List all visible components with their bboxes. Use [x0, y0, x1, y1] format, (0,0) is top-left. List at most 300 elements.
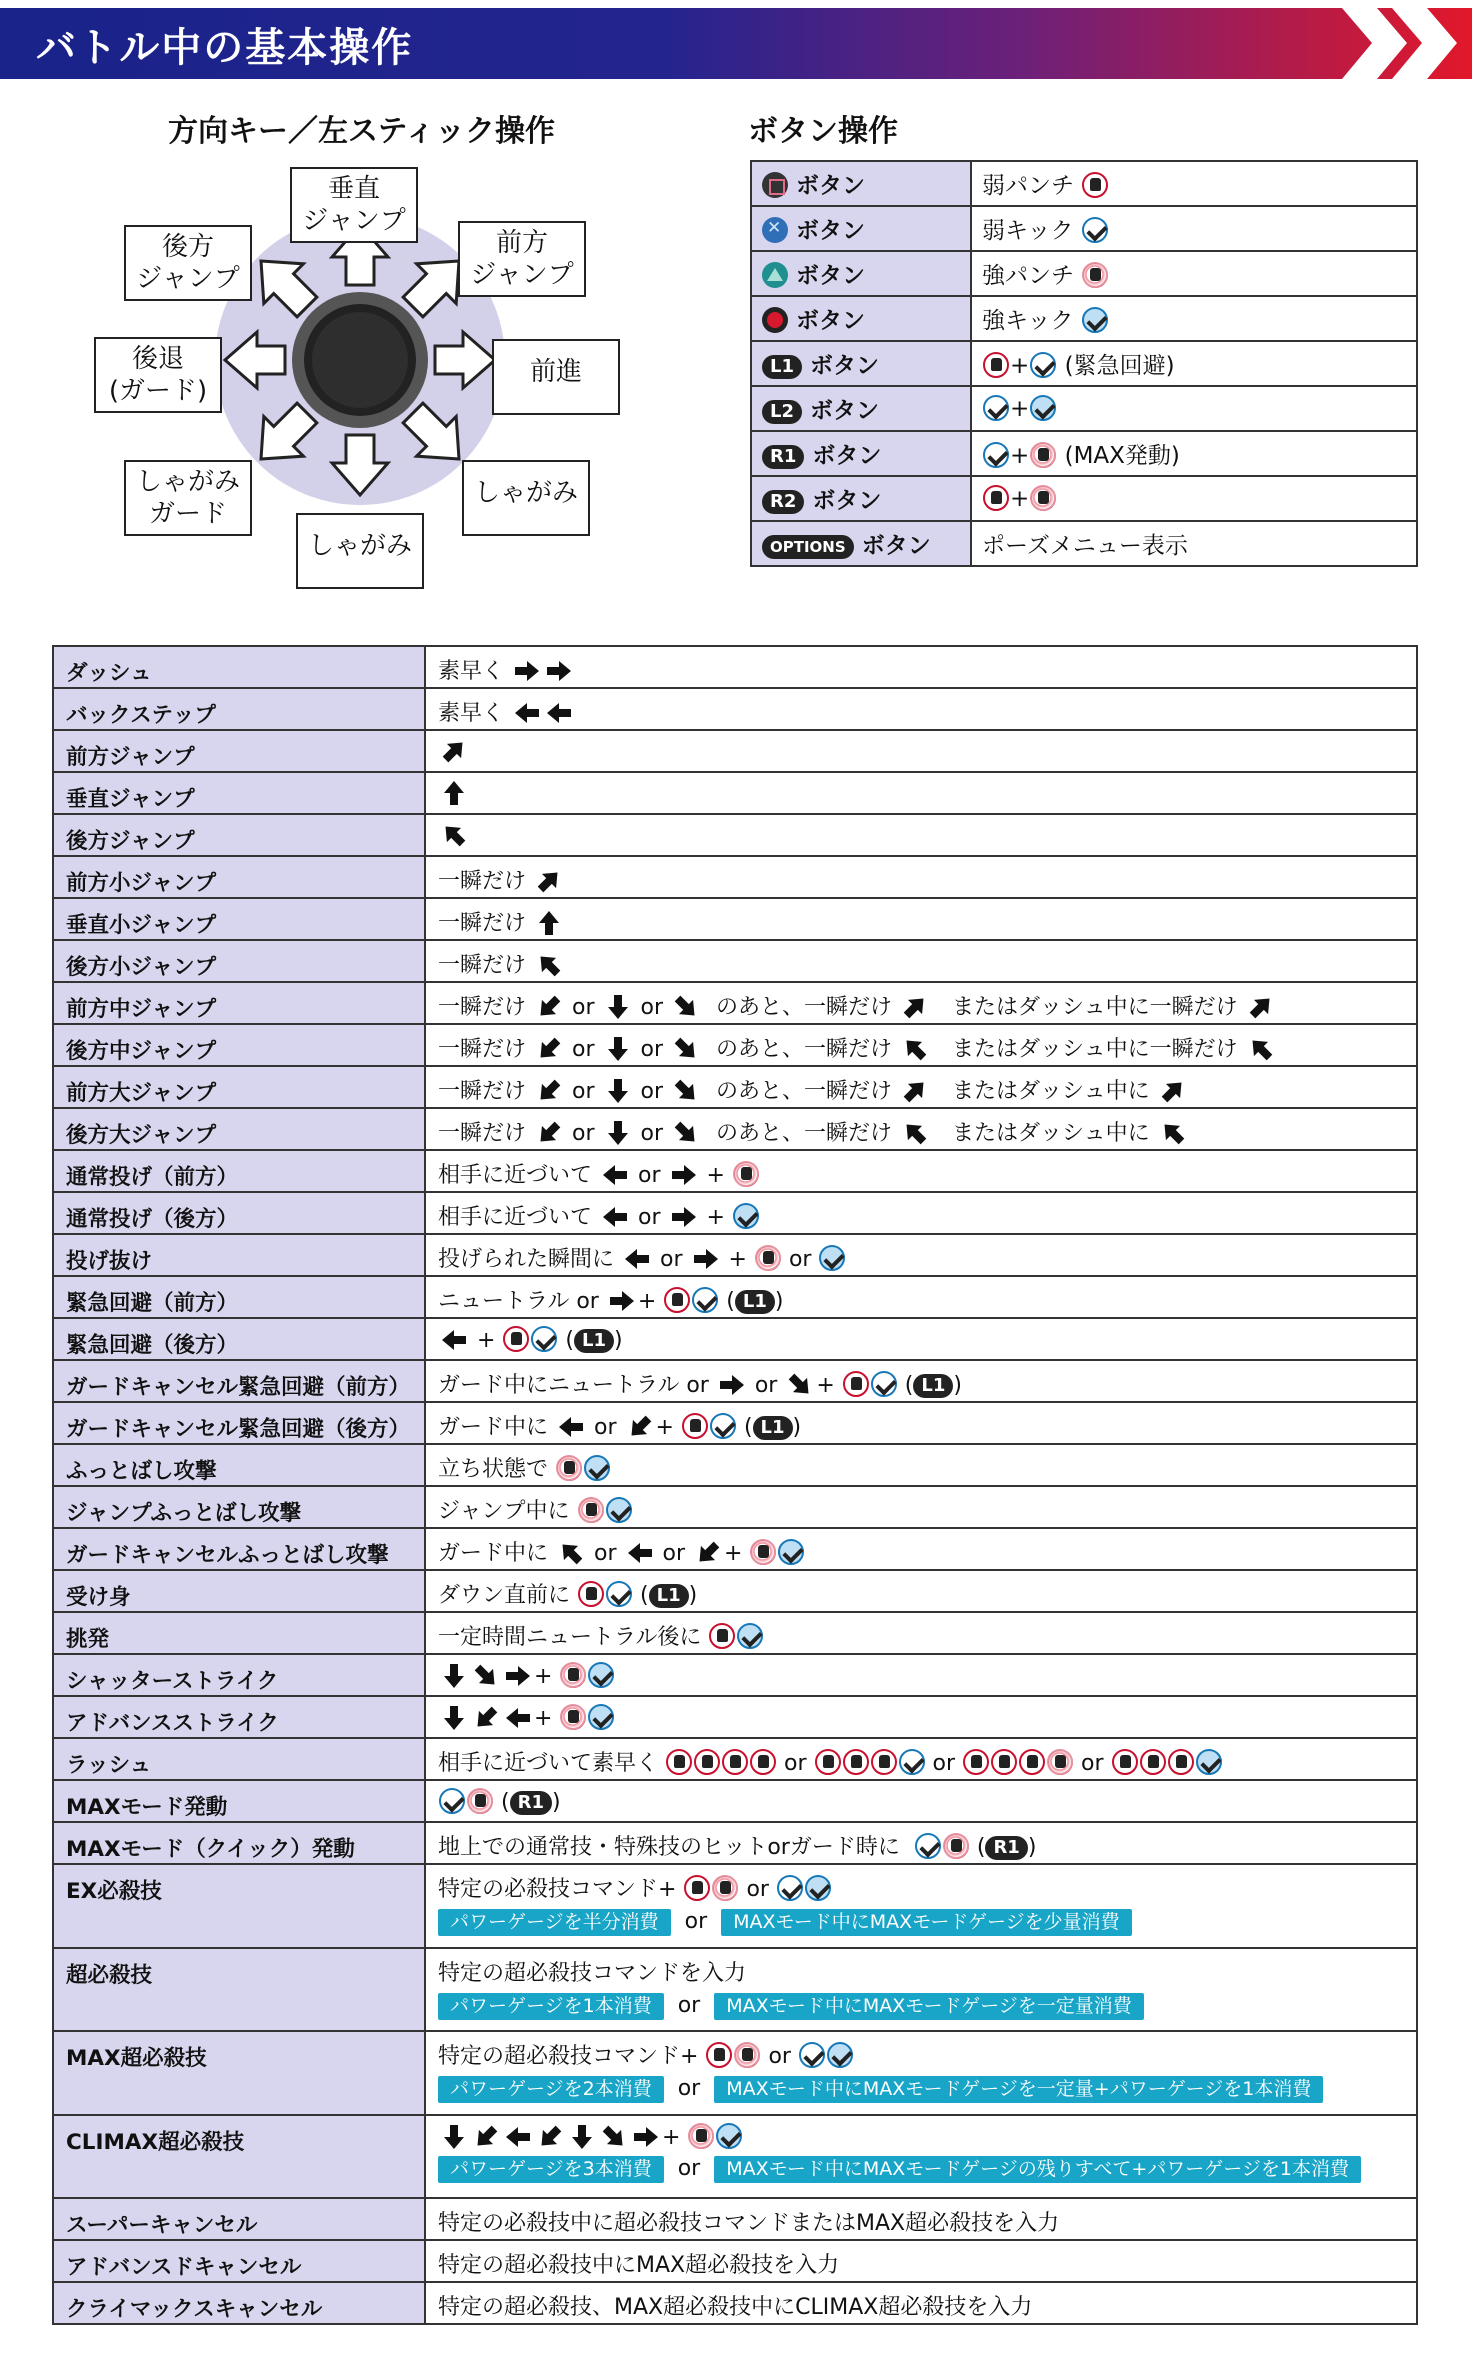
arrow-dr-icon	[472, 1663, 500, 1689]
move-row	[53, 772, 1417, 814]
heavy-punch-icon	[733, 1161, 759, 1187]
arrow-l-icon	[557, 1414, 585, 1440]
move-name: CLIMAX超必殺技	[53, 2115, 425, 2199]
triangle-button-icon	[762, 262, 788, 288]
move-text: or	[640, 1037, 664, 1062]
move-name: ガードキャンセルふっとばし攻撃	[53, 1528, 425, 1570]
light-punch-icon	[1168, 1749, 1194, 1775]
gauge-tag: パワーゲージを半分消費	[438, 1909, 671, 1936]
arrow-dr-icon	[600, 2124, 628, 2150]
button-key	[751, 251, 971, 296]
move-name: 前方中ジャンプ	[53, 982, 425, 1024]
light-kick-icon	[606, 1581, 632, 1607]
move-row	[53, 1612, 1417, 1654]
heavy-kick-icon	[805, 1875, 831, 1901]
move-name: 緊急回避（前方）	[53, 1276, 425, 1318]
move-text: ニュートラル or	[438, 1289, 599, 1314]
light-punch-icon	[843, 1371, 869, 1397]
move-text: or	[788, 1247, 812, 1272]
arrow-dr-icon	[672, 1078, 700, 1104]
gauge-tag: MAXモード中にMAXモードゲージを一定量消費	[714, 1993, 1144, 2020]
button-row	[751, 251, 1417, 296]
move-name: 前方大ジャンプ	[53, 1066, 425, 1108]
label-downleft-2: ガード	[148, 499, 227, 529]
label-upleft-1: 後方	[161, 232, 214, 262]
move-input	[425, 1024, 1417, 1066]
move-input: ガード中に or + ( L1 )	[425, 1402, 1417, 1444]
label-upleft	[124, 225, 252, 301]
arrow-l-icon	[504, 2124, 532, 2150]
move-input: 投げられた瞬間に or + or	[425, 1234, 1417, 1276]
label-upleft-2: ジャンプ	[136, 264, 240, 294]
heavy-punch-icon	[734, 2042, 760, 2068]
move-input	[425, 1066, 1417, 1108]
move-table	[52, 645, 1418, 2325]
button-action: + (MAX発動)	[971, 431, 1417, 476]
move-text: ガード中にニュートラル or	[438, 1373, 709, 1398]
arrow-dr-icon	[672, 1036, 700, 1062]
move-text: ダウン直前に	[438, 1583, 571, 1608]
arrow-ur-icon	[901, 1078, 929, 1104]
label-upright	[458, 221, 586, 297]
move-row	[53, 1570, 1417, 1612]
heavy-punch-icon	[560, 1662, 586, 1688]
move-text: or	[572, 1037, 595, 1062]
button-key	[751, 161, 971, 206]
move-text: またはダッシュ中に一瞬だけ	[952, 995, 1238, 1020]
button-word: ボタン	[796, 173, 865, 199]
move-row	[53, 1444, 1417, 1486]
move-text: or	[677, 2076, 701, 2101]
move-input: + パワーゲージを3本消費 or MAXモード中にMAXモードゲージの残りすべて+パワーゲージを1本消費	[425, 2115, 1417, 2199]
move-text: 相手に近づいて	[438, 1205, 593, 1230]
dpad-diagram	[88, 165, 648, 595]
action-text: 弱キック	[982, 218, 1074, 244]
move-text: or	[638, 1205, 661, 1230]
heavy-kick-icon	[737, 1623, 763, 1649]
move-row	[53, 2282, 1417, 2324]
move-text: 一瞬だけ	[438, 953, 527, 978]
move-text: 一瞬だけ	[438, 869, 527, 894]
heavy-kick-icon	[588, 1704, 614, 1730]
move-input	[425, 2031, 1417, 2115]
move-text: のあと、一瞬だけ	[716, 1121, 893, 1146]
arrow-r-icon	[504, 1663, 532, 1689]
button-row	[751, 296, 1417, 341]
move-row	[53, 688, 1417, 730]
move-text: 素早く	[438, 659, 505, 684]
move-name: 垂直小ジャンプ	[53, 898, 425, 940]
light-punch-icon	[991, 1749, 1017, 1775]
move-input: 相手に近づいて or +	[425, 1192, 1417, 1234]
move-name: ガードキャンセル緊急回避（後方）	[53, 1402, 425, 1444]
button-row	[751, 521, 1417, 566]
r1-button-icon: R1	[985, 1836, 1027, 1860]
heavy-kick-icon	[584, 1455, 610, 1481]
button-word: ボタン	[812, 488, 882, 514]
heavy-punch-icon	[1030, 442, 1056, 468]
light-punch-icon	[682, 1413, 708, 1439]
light-kick-icon	[871, 1371, 897, 1397]
move-text: 素早く	[438, 701, 505, 726]
gauge-tag: パワーゲージを3本消費	[438, 2156, 664, 2183]
label-up-1: 垂直	[327, 174, 380, 204]
move-text: or	[594, 1415, 617, 1440]
button-key	[751, 341, 971, 386]
arrow-u-icon	[535, 910, 563, 936]
move-text: or	[662, 1541, 686, 1566]
button-action: + (緊急回避)	[971, 341, 1417, 386]
move-row	[53, 1150, 1417, 1192]
move-text: 相手に近づいて素早く	[438, 1751, 659, 1776]
buttons-heading: ボタン操作	[748, 114, 898, 149]
move-input	[425, 1948, 1417, 2032]
move-name: アドバンスドキャンセル	[53, 2240, 425, 2282]
move-input	[425, 1108, 1417, 1150]
arrow-dr-icon	[672, 1120, 700, 1146]
light-punch-icon	[1082, 172, 1108, 198]
move-text: 特定の超必殺技、MAX超必殺技中にCLIMAX超必殺技を入力	[438, 2295, 1033, 2320]
move-input	[425, 814, 1417, 856]
heavy-punch-icon	[943, 1833, 969, 1859]
heavy-punch-icon	[1047, 1749, 1073, 1775]
arrow-dr-icon	[786, 1372, 814, 1398]
move-text: 特定の必殺技中に超必殺技コマンドまたはMAX超必殺技を入力	[438, 2211, 1060, 2236]
arrow-dl-icon	[694, 1540, 722, 1566]
button-action	[971, 206, 1417, 251]
move-name: 後方中ジャンプ	[53, 1024, 425, 1066]
move-row	[53, 1318, 1417, 1360]
move-input: ニュートラル or + ( L1 )	[425, 1276, 1417, 1318]
button-word: ボタン	[861, 533, 931, 559]
arrow-l-icon	[545, 700, 573, 726]
button-word: ボタン	[812, 443, 882, 469]
move-input	[425, 688, 1417, 730]
move-name: 受け身	[53, 1570, 425, 1612]
heavy-kick-icon	[819, 1245, 845, 1271]
heavy-kick-icon	[606, 1497, 632, 1523]
button-word: ボタン	[810, 398, 880, 424]
move-name: ラッシュ	[53, 1738, 425, 1780]
move-input	[425, 646, 1417, 688]
move-row	[53, 1234, 1417, 1276]
arrow-ul-icon	[901, 1120, 929, 1146]
heavy-punch-icon	[750, 1539, 776, 1565]
heavy-punch-icon	[712, 1875, 738, 1901]
button-word: ボタン	[796, 218, 865, 244]
arrow-ur-icon	[1247, 994, 1275, 1020]
action-text: (緊急回避)	[1064, 353, 1175, 379]
light-kick-icon	[983, 395, 1009, 421]
arrow-dl-icon	[535, 1078, 563, 1104]
light-kick-icon	[439, 1788, 465, 1814]
move-input	[425, 1612, 1417, 1654]
options-button-icon: OPTIONS	[762, 535, 854, 559]
arrow-dl-icon	[535, 1036, 563, 1062]
heavy-kick-icon	[827, 2042, 853, 2068]
heavy-punch-icon	[560, 1704, 586, 1730]
button-action: +	[971, 476, 1417, 521]
page-title: バトル中の基本操作	[36, 25, 414, 71]
button-row	[751, 206, 1417, 251]
label-right: 前進	[492, 339, 620, 415]
move-input	[425, 940, 1417, 982]
button-row	[751, 386, 1417, 431]
heavy-kick-icon	[1196, 1749, 1222, 1775]
light-punch-icon	[684, 1875, 710, 1901]
move-text: 一定時間ニュートラル後に	[438, 1625, 702, 1650]
label-left-1: 後退	[131, 344, 184, 374]
move-name: EX必殺技	[53, 1864, 425, 1948]
arrow-dl-icon	[472, 1705, 500, 1731]
move-input	[425, 1486, 1417, 1528]
arrow-ur-icon	[1159, 1078, 1187, 1104]
move-name: ふっとばし攻撃	[53, 1444, 425, 1486]
move-row	[53, 2031, 1417, 2115]
button-action: +	[971, 386, 1417, 431]
move-input: +	[425, 1654, 1417, 1696]
button-word: ボタン	[796, 308, 865, 334]
move-input	[425, 982, 1417, 1024]
button-key	[751, 206, 971, 251]
l1-button-icon: L1	[762, 355, 802, 379]
move-text: 特定の超必殺技中にMAX超必殺技を入力	[438, 2253, 840, 2278]
arrow-d-icon	[604, 1036, 632, 1062]
move-text: またはダッシュ中に	[952, 1079, 1150, 1104]
chevron-decoration-icon	[1322, 8, 1472, 79]
light-punch-icon	[709, 1623, 735, 1649]
move-text: or	[638, 1163, 661, 1188]
light-punch-icon	[843, 1749, 869, 1775]
move-name: 後方小ジャンプ	[53, 940, 425, 982]
light-punch-icon	[983, 485, 1009, 511]
arrow-ul-icon	[901, 1036, 929, 1062]
move-row	[53, 940, 1417, 982]
action-text: 強パンチ	[982, 263, 1074, 289]
gauge-tag: パワーゲージを1本消費	[438, 1993, 664, 2020]
light-kick-icon	[1082, 217, 1108, 243]
move-name: シャッターストライク	[53, 1654, 425, 1696]
arrow-l-icon	[601, 1204, 629, 1230]
arrow-d-icon	[440, 1663, 468, 1689]
move-input: + ( L1 )	[425, 1318, 1417, 1360]
light-punch-icon	[1019, 1749, 1045, 1775]
move-name: 緊急回避（後方）	[53, 1318, 425, 1360]
move-text: or	[640, 1079, 664, 1104]
move-text: or	[572, 1121, 595, 1146]
move-row	[53, 856, 1417, 898]
light-kick-icon	[710, 1413, 736, 1439]
move-text: のあと、一瞬だけ	[716, 1079, 893, 1104]
r2-button-icon: R2	[762, 490, 804, 514]
arrow-ul-icon	[535, 952, 563, 978]
button-action	[971, 296, 1417, 341]
light-kick-icon	[1030, 352, 1056, 378]
arrow-l-icon	[513, 700, 541, 726]
button-word: ボタン	[810, 353, 880, 379]
move-input: 地上での通常技・特殊技のヒットorガード時に ( R1 )	[425, 1822, 1417, 1864]
move-row	[53, 898, 1417, 940]
square-button-icon	[762, 172, 788, 198]
move-name: 後方ジャンプ	[53, 814, 425, 856]
heavy-kick-icon	[588, 1662, 614, 1688]
move-input: ダウン直前に ( L1 )	[425, 1570, 1417, 1612]
cross-button-icon	[762, 217, 788, 243]
l1-button-icon: L1	[574, 1329, 614, 1353]
move-text: 立ち状態で	[438, 1457, 549, 1482]
light-punch-icon	[750, 1749, 776, 1775]
move-text: またはダッシュ中に	[952, 1121, 1150, 1146]
button-key	[751, 476, 971, 521]
move-text: 一瞬だけ	[438, 995, 527, 1020]
arrow-r-icon	[692, 1246, 720, 1272]
move-name: ガードキャンセル緊急回避（前方）	[53, 1360, 425, 1402]
move-name: スーパーキャンセル	[53, 2198, 425, 2240]
move-text: ジャンプ中に	[438, 1499, 570, 1524]
move-name: ジャンプふっとばし攻撃	[53, 1486, 425, 1528]
heavy-punch-icon	[1082, 262, 1108, 288]
heavy-punch-icon	[755, 1245, 781, 1271]
light-punch-icon	[871, 1749, 897, 1775]
heavy-punch-icon	[556, 1455, 582, 1481]
move-name: 垂直ジャンプ	[53, 772, 425, 814]
arrow-ur-icon	[440, 738, 468, 764]
heavy-kick-icon	[733, 1203, 759, 1229]
gauge-tag: MAXモード中にMAXモードゲージを一定量+パワーゲージを1本消費	[714, 2076, 1323, 2103]
move-text: 特定の必殺技コマンド+	[438, 1877, 677, 1902]
label-upright-1: 前方	[495, 228, 548, 258]
move-row	[53, 646, 1417, 688]
light-punch-icon	[694, 1749, 720, 1775]
move-text: ガード中に	[438, 1541, 549, 1566]
move-name: MAX超必殺技	[53, 2031, 425, 2115]
gauge-tag: パワーゲージを2本消費	[438, 2076, 664, 2103]
l1-button-icon: L1	[649, 1584, 689, 1608]
move-row	[53, 1654, 1417, 1696]
l2-button-icon: L2	[762, 400, 802, 424]
button-key	[751, 386, 971, 431]
arrow-l-icon	[626, 1540, 654, 1566]
button-row	[751, 431, 1417, 476]
arrow-r-icon	[718, 1372, 746, 1398]
light-kick-icon	[692, 1287, 718, 1313]
move-text: or	[640, 1121, 664, 1146]
light-punch-icon	[666, 1749, 692, 1775]
arrow-d-icon	[440, 2124, 468, 2150]
move-name: 挑発	[53, 1612, 425, 1654]
move-text: or	[677, 1992, 701, 2018]
move-text: or	[572, 995, 595, 1020]
move-text: ガード中に	[438, 1415, 549, 1440]
move-row	[53, 1276, 1417, 1318]
button-action	[971, 251, 1417, 296]
move-row	[53, 730, 1417, 772]
move-text: or	[677, 2155, 701, 2181]
move-name: 通常投げ（後方）	[53, 1192, 425, 1234]
light-kick-icon	[899, 1749, 925, 1775]
move-row	[53, 2240, 1417, 2282]
move-input	[425, 856, 1417, 898]
arrow-dl-icon	[536, 2124, 564, 2150]
light-kick-icon	[799, 2042, 825, 2068]
move-input	[425, 730, 1417, 772]
heavy-punch-icon	[578, 1497, 604, 1523]
move-text: のあと、一瞬だけ	[716, 1037, 893, 1062]
move-text: or	[754, 1373, 778, 1398]
button-key	[751, 431, 971, 476]
move-text: 一瞬だけ	[438, 1121, 527, 1146]
move-input	[425, 2282, 1417, 2324]
label-down: しゃがみ	[296, 513, 424, 589]
move-name: 通常投げ（前方）	[53, 1150, 425, 1192]
label-left-2: (ガード)	[108, 376, 208, 406]
action-text: ポーズメニュー表示	[982, 533, 1188, 559]
arrow-r-icon	[608, 1288, 636, 1314]
move-row	[53, 1528, 1417, 1570]
light-kick-icon	[915, 1833, 941, 1859]
move-input	[425, 1738, 1417, 1780]
move-text: 特定の超必殺技コマンド+	[438, 2044, 699, 2069]
button-row	[751, 341, 1417, 386]
light-kick-icon	[983, 442, 1009, 468]
move-text: or	[660, 1247, 683, 1272]
arrow-dl-icon	[535, 1120, 563, 1146]
move-name: アドバンスストライク	[53, 1696, 425, 1738]
button-word: ボタン	[796, 263, 865, 289]
l1-button-icon: L1	[753, 1416, 793, 1440]
arrow-ul-icon	[440, 822, 468, 848]
move-input	[425, 2240, 1417, 2282]
move-row	[53, 1486, 1417, 1528]
label-upright-2: ジャンプ	[470, 260, 574, 290]
heavy-kick-icon	[778, 1539, 804, 1565]
arrow-r-icon	[632, 2124, 660, 2150]
heavy-kick-icon	[1030, 395, 1056, 421]
arrow-l-icon	[504, 1705, 532, 1731]
light-punch-icon	[503, 1326, 529, 1352]
light-kick-icon	[777, 1875, 803, 1901]
arrow-ul-icon	[1159, 1120, 1187, 1146]
move-input: ( R1 )	[425, 1780, 1417, 1822]
move-row	[53, 982, 1417, 1024]
l1-button-icon: L1	[913, 1374, 953, 1398]
button-table	[750, 160, 1418, 567]
move-text: 特定の超必殺技コマンドを入力	[438, 1960, 747, 1986]
arrow-ul-icon	[557, 1540, 585, 1566]
move-text: or	[684, 1909, 708, 1934]
label-up-2: ジャンプ	[302, 206, 406, 236]
move-text: またはダッシュ中に一瞬だけ	[952, 1037, 1238, 1062]
heavy-kick-icon	[1082, 307, 1108, 333]
move-input	[425, 898, 1417, 940]
r1-button-icon: R1	[762, 445, 804, 469]
move-name: MAXモード（クイック）発動	[53, 1822, 425, 1864]
light-punch-icon	[664, 1287, 690, 1313]
button-row	[751, 476, 1417, 521]
button-row	[751, 161, 1417, 206]
button-action	[971, 521, 1417, 566]
move-name: 超必殺技	[53, 1948, 425, 2032]
move-text: or	[932, 1751, 956, 1776]
move-input	[425, 1444, 1417, 1486]
move-row	[53, 2198, 1417, 2240]
move-row	[53, 1024, 1417, 1066]
arrow-d-icon	[604, 994, 632, 1020]
move-row	[53, 1066, 1417, 1108]
move-text: or	[746, 1877, 769, 1902]
move-name: 前方小ジャンプ	[53, 856, 425, 898]
arrow-l-icon	[440, 1327, 468, 1353]
